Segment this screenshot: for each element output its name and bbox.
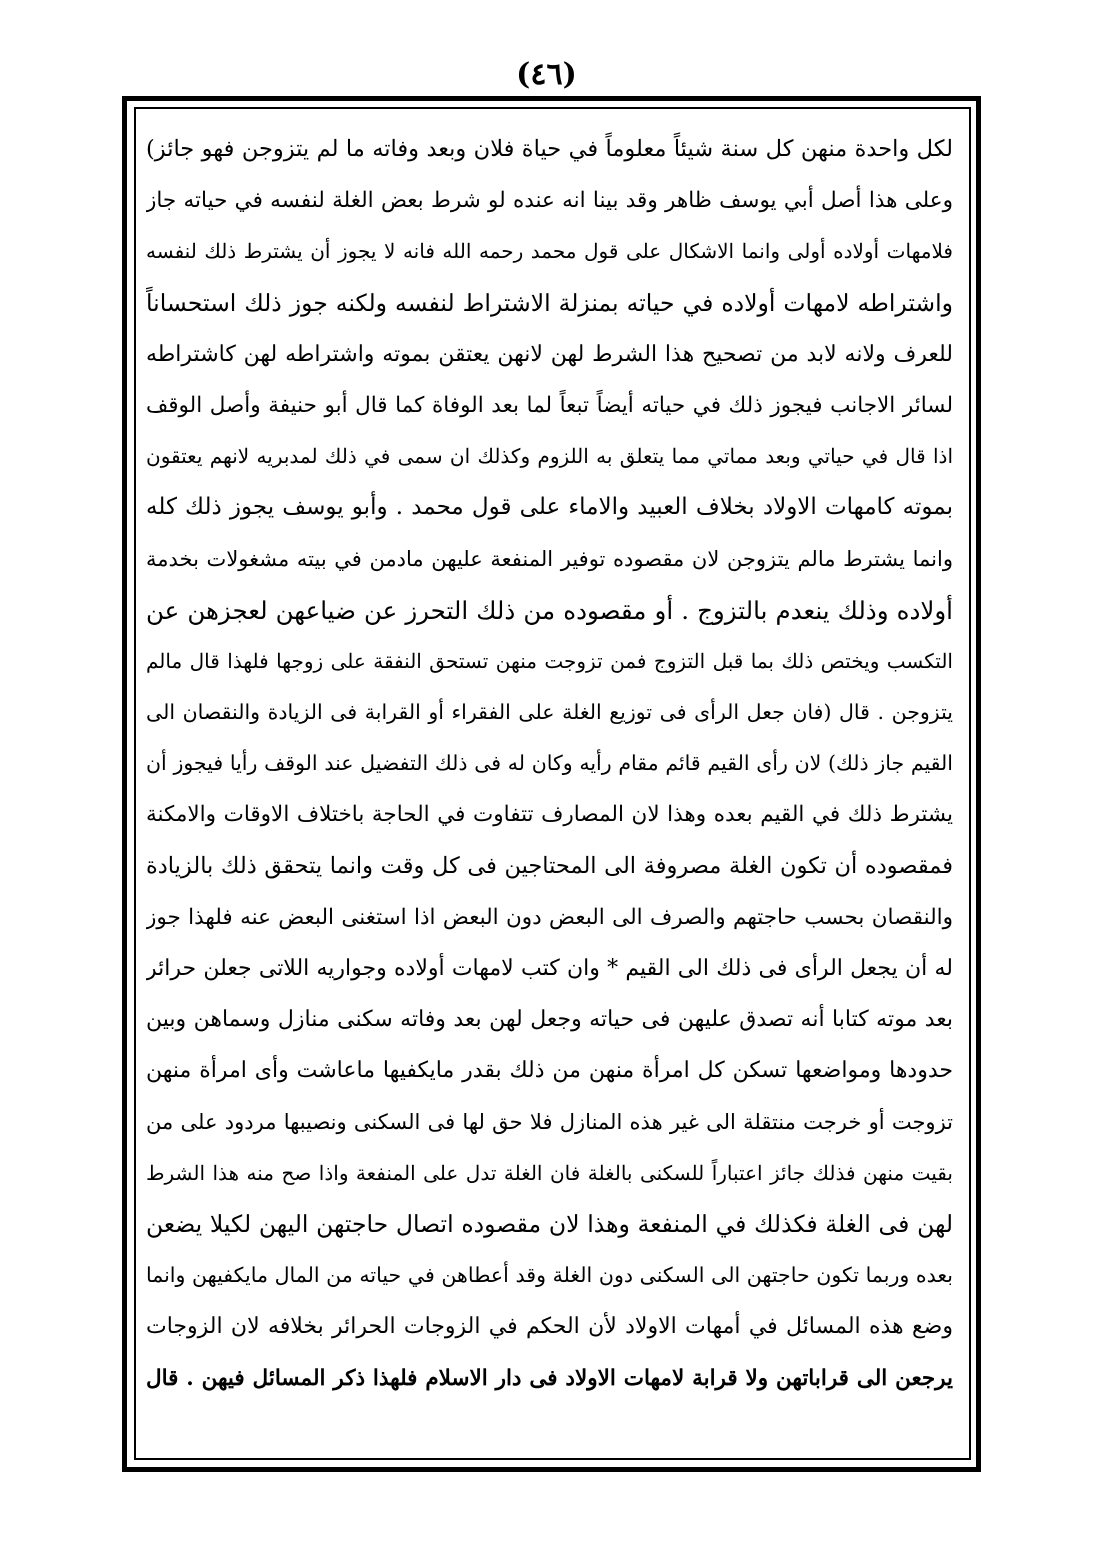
text-line: بقيت منهن فذلك جائز اعتباراً للسكنى بالغلة فان الغلة تدل على المنفعة واذا صح منه هذا الشرط [146, 1160, 953, 1185]
text-line: لهن فى الغلة فكذلك في المنفعة وهذا لان مقصوده اتصال حاجتهن اليهن لكيلا يضعن [146, 1209, 953, 1238]
page-number: (٤٦) [516, 57, 577, 92]
text-line: أولاده وذلك ينعدم بالتزوج . أو مقصوده من ذلك التحرز عن ضياعهن لعجزهن عن [146, 595, 953, 625]
text-line: وانما يشترط مالم يتزوجن لان مقصوده توفير المنفعة عليهن مادمن في بيته مشغولات بخدمة [146, 546, 953, 571]
text-line: بعده وربما تكون حاجتهن الى السكنى دون الغلة وقد أعطاهن في حياته من المال مايكفيهن وانما [146, 1263, 953, 1288]
text-line: لكل واحدة منهن كل سنة شيئاً معلوماً في حياة فلان وبعد وفاته ما لم يتزوجن فهو جائز) [146, 136, 953, 162]
text-line: يشترط ذلك في القيم بعده وهذا لان المصارف تتفاوت في الحاجة باختلاف الاوقات والامكنة [146, 802, 953, 828]
text-line: واشتراطه لامهات أولاده في حياته بمنزلة الاشتراط لنفسه ولكنه جوز ذلك استحساناً [146, 288, 953, 317]
text-line: تزوجت أو خرجت منتقلة الى غير هذه المنازل فلا حق لها فى السكنى ونصيبها مردود على من [146, 1109, 953, 1134]
text-line: يتزوجن . قال (فان جعل الرأى فى توزيع الغلة على الفقراء أو القرابة فى الزيادة والنقصان الى [146, 700, 953, 725]
text-line: يرجعن الى قراباتهن ولا قرابة لامهات الاولاد فى دار الاسلام فلهذا ذكر المسائل فيهن . قال [146, 1365, 953, 1391]
text-block [146, 124, 953, 1452]
text-line: فلامهات أولاده أولى وانما الاشكال على قول محمد رحمه الله فانه لا يجوز أن يشترط ذلك لنفسه [146, 239, 953, 264]
text-line: للعرف ولانه لابد من تصحيح هذا الشرط لهن لانهن يعتقن بموته واشتراطه لهن كاشتراطه [146, 341, 953, 367]
text-line: بموته كامهات الاولاد بخلاف العبيد والاماء على قول محمد . وأبو يوسف يجوز ذلك كله [146, 494, 953, 521]
text-line: القيم جاز ذلك) لان رأى القيم قائم مقام رأيه وكان له فى ذلك التفضيل عند الوقف رأيا فيجوز أن [146, 751, 953, 776]
text-line: لسائر الاجانب فيجوز ذلك في حياته أيضاً تبعاً لما بعد الوفاة كما قال أبو حنيفة وأصل الوقف [146, 392, 953, 418]
text-line: اذا قال في حياتي وبعد مماتي مما يتعلق به اللزوم وكذلك ان سمى في ذلك لمدبريه لانهم يعتقون [146, 444, 953, 469]
text-line: بعد موته كتابا أنه تصدق عليهن فى حياته وجعل لهن بعد وفاته سكنى منازل وسماهن وبين [146, 1007, 953, 1033]
text-line: فمقصوده أن تكون الغلة مصروفة الى المحتاجين فى كل وقت وانما يتحقق ذلك بالزيادة [146, 852, 953, 879]
text-line: والنقصان بحسب حاجتهم والصرف الى البعض دون البعض اذا استغنى البعض عنه فلهذا جوز [146, 904, 953, 930]
text-line: التكسب ويختص ذلك بما قبل التزوج فمن تزوجت منهن تستحق النفقة على زوجها فلهذا قال مالم [146, 648, 953, 673]
text-line: له أن يجعل الرأى فى ذلك الى القيم * وان كتب لامهات أولاده وجواريه اللاتى جعلن حرائر [146, 956, 953, 981]
text-line: وضع هذه المسائل في أمهات الاولاد لأن الحكم في الزوجات الحرائر بخلافه لان الزوجات [146, 1314, 953, 1340]
text-line: حدودها ومواضعها تسكن كل امرأة منهن من ذلك بقدر مايكفيها ماعاشت وأى امرأة منهن [146, 1058, 953, 1084]
text-line: وعلى هذا أصل أبي يوسف ظاهر وقد بينا انه عنده لو شرط بعض الغلة لنفسه في حياته جاز [146, 188, 953, 214]
